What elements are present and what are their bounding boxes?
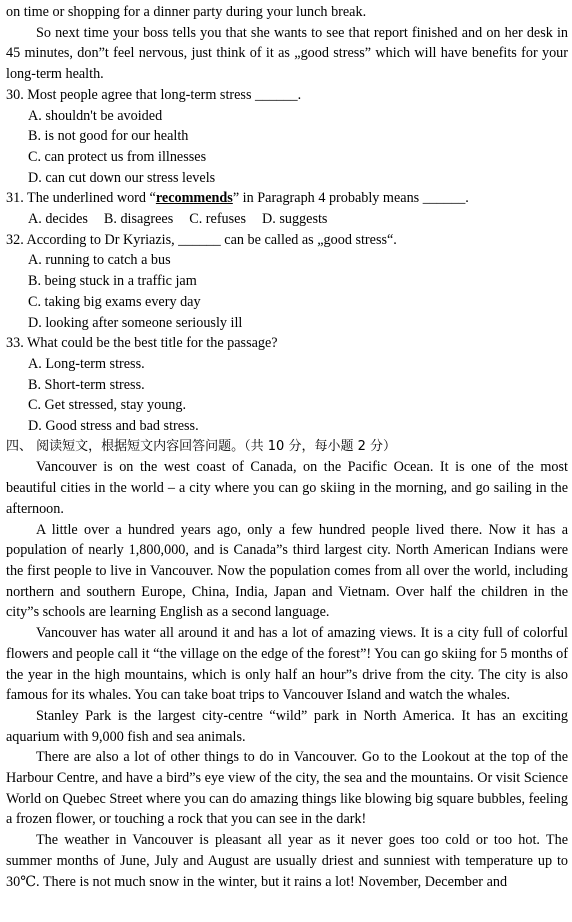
question-31-stem [6, 188, 568, 209]
question-33-option-d: D. Good stress and bad stress. [28, 418, 199, 435]
section-four-paragraph-6: The weather in Vancouver is pleasant all year as it never goes too cold or too hot. The summer months of June, July and August are usually driest and sunniest with temperature up to 30℃. There is not much snow in the winter, but it rains a lot! November, December and [6, 832, 568, 890]
section-four-paragraph-2: A little over a hundred years ago, only a few hundred people lived there. Now it has a population of nearly 1,800,000, and is Canada”s third largest city. North American Indians were the first people to live in Vancouver. Now the population comes from all over the world, including northern and southern Europe, China, India, Japan and Vietnam. Over half the children in the city”s schools are learning English as a second language. [6, 521, 568, 621]
question-31-option-c: C. refuses [189, 211, 246, 228]
section-four-paragraph-3: Vancouver has water all around it and has a lot of amazing views. It is a city full of colorful flowers and people call it “the village on the edge of the forest”! You can go skiing for 5 months of the year in the high mountains, which is only half an hour”s drive from the city. The city is also famous for its whales. You can take boat trips to Vancouver Island and watch the whales. [6, 625, 568, 704]
question-31-underlined-word: recommends [155, 190, 233, 207]
question-33-stem: 33. What could be the best title for the passage? [6, 335, 278, 352]
question-32-option-d: D. looking after someone seriously ill [28, 314, 243, 331]
question-33-option-b: B. Short-term stress. [28, 376, 145, 393]
section-four-paragraph-1: Vancouver is on the west coast of Canada, on the Pacific Ocean. It is one of the most beautiful cities in the world – a city where you can go skiing in the morning, and go sailing in the afternoon. [6, 459, 568, 517]
question-30-option-c: C. can protect us from illnesses [28, 148, 207, 165]
question-31-option-a: A. decides [28, 211, 88, 228]
question-32-option-b: B. being stuck in a traffic jam [28, 273, 197, 290]
question-32-option-c: C. taking big exams every day [28, 293, 201, 310]
section-four-heading: 四、 阅读短文，根据短文内容回答问题。（共 10 分，每小题 2 分） [6, 438, 396, 454]
question-30-option-b: B. is not good for our health [28, 128, 189, 145]
question-31-stem-after: ” in Paragraph 4 probably means ______. [232, 190, 469, 207]
question-31-option-b: B. disagrees [103, 211, 174, 228]
question-32-stem: 32. According to Dr Kyriazis, ______ can be called as „good stress“. [6, 231, 397, 248]
question-30-stem: 30. Most people agree that long-term stress ______. [6, 86, 302, 103]
passage-paragraph: So next time your boss tells you that she wants to see that report finished and on her desk in 45 minutes, don”t feel nervous, just think of it as „good stress” which will have benefits for your long-term health. [6, 24, 568, 83]
question-33-option-a: A. Long-term stress. [28, 355, 145, 372]
question-31-options [6, 209, 568, 230]
section-four-paragraph-4: Stanley Park is the largest city-centre “wild” park in North America. It has an exciting aquarium with 9,000 fish and sea animals. [6, 707, 568, 745]
question-32-option-a: A. running to catch a bus [28, 252, 171, 269]
question-31-stem-before: 31. The underlined word “ [6, 190, 156, 207]
passage-tail-line: on time or shopping for a dinner party during your lunch break. [6, 4, 367, 20]
question-30-option-a: A. shouldn't be avoided [28, 107, 163, 124]
section-four-paragraph-5: There are also a lot of other things to do in Vancouver. Go to the Lookout at the top of the Harbour Centre, and have a bird”s eye view of the city, the sea and the mountains. Or visit Science World on Quebec Street where you can do amazing things like blowing big square bubbles, feeling a frozen flower, or touching a rock that you can see in the dark! [6, 749, 568, 828]
question-30-option-d: D. can cut down our stress levels [28, 169, 216, 186]
question-33-option-c: C. Get stressed, stay young. [28, 397, 187, 414]
question-31-option-d: D. suggests [262, 211, 328, 228]
